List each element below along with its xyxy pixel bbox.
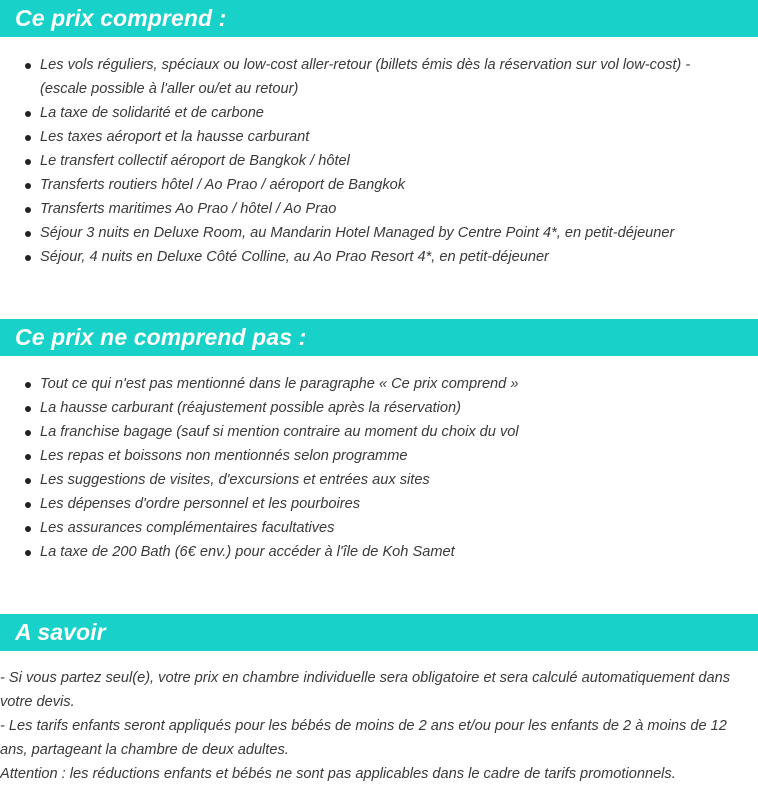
list-item-text: La hausse carburant (réajustement possible après la réservation) [40,400,462,416]
list-item-text: Les vols réguliers, spéciaux ou low-cost aller-retour (billets émis dès la réservation sur vol low-cost) - (escale possible à l'aller ou/et au retour) [40,57,691,97]
list-item-text: Séjour 3 nuits en Deluxe Room, au Mandarin Hotel Managed by Centre Point 4*, en petit-déjeuner [40,225,675,241]
list-item-text: Séjour, 4 nuits en Deluxe Côté Colline, au Ao Prao Resort 4*, en petit-déjeuner [40,249,549,265]
list-item-text: Les dépenses d'ordre personnel et les pourboires [40,496,361,512]
list-item [0,540,758,564]
list-item-text: Tout ce qui n'est pas mentionné dans le paragraphe « Ce prix comprend » [40,376,519,392]
list-item [0,492,758,516]
list-item [0,173,758,197]
list-item-text: Transferts maritimes Ao Prao / hôtel / Ao Prao [40,201,337,217]
not-included-list [0,372,758,564]
bullet-icon [25,135,31,141]
bullet-icon [25,382,31,388]
bullet-icon [25,502,31,508]
section-title-good-to-know: A savoir [0,614,758,651]
list-item-text: Les repas et boissons non mentionnés selon programme [40,448,408,464]
bullet-icon [25,63,31,69]
bullet-icon [25,159,31,165]
info-paragraph-single-room: - Si vous partez seul(e), votre prix en chambre individuelle sera obligatoire et sera calculé automatiquement dans votre devis. [0,670,731,710]
list-item-text: Transferts routiers hôtel / Ao Prao / aéroport de Bangkok [40,177,406,193]
list-item-text: Les assurances complémentaires facultatives [40,520,335,536]
list-item-text: La franchise bagage (sauf si mention contraire au moment du choix du vol [40,424,519,440]
good-to-know-text [0,666,756,786]
info-paragraph-child-rates: - Les tarifs enfants seront appliqués pour les bébés de moins de 2 ans et/ou pour les enfants de 2 à moins de 12 ans, partageant la chambre de deux adultes. [0,718,727,758]
list-item-text: Les taxes aéroport et la hausse carburant [40,129,310,145]
list-item [0,245,758,269]
info-paragraph-promo-warning: Attention : les réductions enfants et bébés ne sont pas applicables dans le cadre de tarifs promotionnels. [0,766,676,782]
list-item [0,125,758,149]
list-item [0,101,758,125]
bullet-icon [25,111,31,117]
list-item-text: La taxe de 200 Bath (6€ env.) pour accéder à l'île de Koh Samet [40,544,455,560]
section-title-included: Ce prix comprend : [0,0,758,37]
bullet-icon [25,255,31,261]
list-item [0,420,758,444]
list-item [0,221,758,245]
bullet-icon [25,526,31,532]
list-item [0,444,758,468]
bullet-icon [25,454,31,460]
list-item [0,53,758,101]
bullet-icon [25,231,31,237]
list-item [0,468,758,492]
bullet-icon [25,183,31,189]
list-item [0,197,758,221]
bullet-icon [25,406,31,412]
list-item-text: La taxe de solidarité et de carbone [40,105,264,121]
bullet-icon [25,550,31,556]
list-item [0,149,758,173]
list-item-text: Les suggestions de visites, d'excursions et entrées aux sites [40,472,430,488]
bullet-icon [25,478,31,484]
list-item-text: Le transfert collectif aéroport de Bangkok / hôtel [40,153,350,169]
bullet-icon [25,430,31,436]
list-item [0,372,758,396]
included-list [0,53,758,269]
list-item [0,516,758,540]
list-item [0,396,758,420]
bullet-icon [25,207,31,213]
section-title-not-included: Ce prix ne comprend pas : [0,319,758,356]
